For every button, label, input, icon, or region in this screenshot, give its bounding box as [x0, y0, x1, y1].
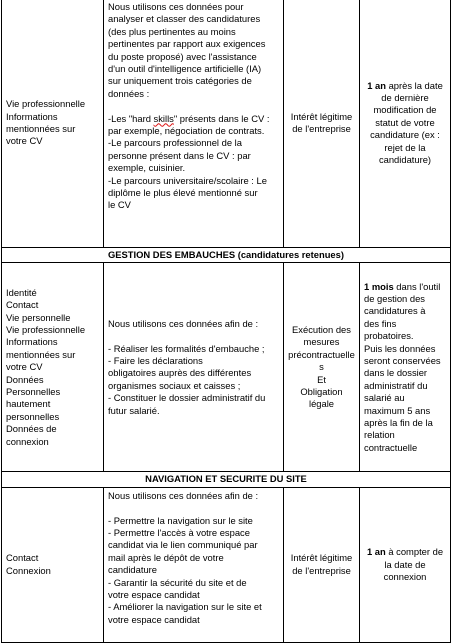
- purpose-text: par exemple, négociation de contrats.: [108, 125, 265, 137]
- table-row: [2, 263, 451, 472]
- table-row: [2, 487, 451, 642]
- retention-text: candidature (ex :: [370, 129, 440, 141]
- spellcheck-word: skills: [153, 112, 174, 124]
- section-row: [2, 248, 451, 263]
- retention-text: de dernière: [381, 91, 429, 103]
- category-text: mentionnées sur: [6, 123, 76, 134]
- table-row: [2, 0, 451, 248]
- retention-text: seront conservées: [364, 355, 441, 366]
- retention-text: probatoires.: [364, 330, 414, 342]
- retention-duration: 1 an: [366, 546, 386, 558]
- purpose-text: candidat via le lien communiqué par: [108, 539, 258, 551]
- retention-text: rejet de la: [384, 141, 426, 153]
- retention-text: modification de: [373, 104, 437, 116]
- purpose-text: - Permettre la navigation sur le site: [108, 514, 253, 526]
- purpose-text: [108, 502, 279, 514]
- category-text: hautement: [6, 398, 51, 410]
- retention-text: des fins: [364, 317, 397, 329]
- purpose-text: du poste proposé) avec l'assistance: [108, 50, 257, 62]
- purpose-list-item: [108, 150, 279, 162]
- purpose-list-item: [108, 162, 279, 174]
- purpose-text: -Les "hard: [108, 112, 154, 124]
- legal-basis-text: de l'entreprise: [292, 123, 351, 134]
- purpose-list-item: [108, 199, 279, 211]
- retention-text: après la fin de la: [364, 417, 433, 429]
- retention-text: salarié au: [364, 392, 405, 404]
- purpose-text: Nous utilisons ces données afin de :: [108, 317, 259, 329]
- category-text: votre CV: [6, 135, 43, 147]
- category-cell: [2, 0, 104, 248]
- purpose-text: d'un outil d'intelligence artificielle (IA): [108, 63, 262, 75]
- category-text: Vie personnelle: [6, 311, 71, 323]
- purpose-list-item: [108, 137, 279, 149]
- section-title-hiring: GESTION DES EMBAUCHES (candidatures retenues): [2, 248, 451, 263]
- legal-basis-cell: [284, 0, 360, 248]
- legal-basis-cell: [284, 487, 360, 642]
- retention-text: de gestion des: [364, 292, 425, 304]
- purpose-text: - Permettre l'accès à votre espace: [108, 527, 250, 539]
- retention-text: candidatures à: [364, 305, 426, 317]
- purpose-text: - Constituer le dossier administratif du: [108, 392, 266, 404]
- legal-basis-text: précontractuelles: [288, 348, 355, 373]
- purpose-text: " présents dans le CV :: [173, 112, 270, 124]
- purpose-text: (des plus pertinentes au moins: [108, 25, 236, 37]
- category-text: connexion: [6, 435, 49, 447]
- purpose-text: - Améliorer la navigation sur le site et: [108, 601, 262, 613]
- purpose-text: votre espace candidat: [108, 589, 200, 601]
- legal-basis-text: de l'entreprise: [292, 564, 351, 576]
- category-text: mentionnées sur: [6, 348, 76, 360]
- purpose-text: Nous utilisons ces données pour: [108, 1, 244, 12]
- legal-basis-text: Intérêt légitime: [290, 110, 353, 122]
- section-row: [2, 472, 451, 487]
- purpose-text: données :: [108, 87, 150, 99]
- retention-text: dans l'outil: [393, 280, 441, 292]
- retention-text: maximum 5 ans: [364, 404, 431, 416]
- purpose-text: analyser et classer des candidatures: [108, 13, 261, 25]
- section-title-navigation: NAVIGATION ET SECURITE DU SITE: [2, 472, 451, 487]
- retention-duration: 1 mois: [364, 280, 394, 292]
- retention-text: connexion: [383, 571, 427, 583]
- retention-text: la date de: [384, 558, 426, 570]
- legal-basis-text: Obligation légale: [300, 386, 343, 410]
- purpose-text: candidature: [108, 564, 157, 576]
- purpose-cell: [104, 0, 284, 248]
- purpose-text: obligatoires auprès des différentes: [108, 367, 252, 379]
- purpose-text: [108, 330, 279, 342]
- purpose-text: Nous utilisons ces données afin de :: [108, 489, 259, 501]
- data-processing-table: [1, 0, 451, 643]
- category-text: Contact: [6, 552, 39, 564]
- purpose-text: - Garantir la sécurité du site et de: [108, 576, 247, 588]
- purpose-text: - Réaliser les formalités d'embauche ;: [108, 342, 265, 354]
- category-text: Vie professionnelle: [6, 98, 86, 110]
- purpose-cell: [104, 263, 284, 472]
- legal-basis-text: Intérêt légitime: [290, 552, 353, 564]
- purpose-list-item: [108, 113, 279, 125]
- category-text: Informations: [6, 336, 58, 348]
- retention-text: Puis les données: [364, 342, 436, 354]
- category-text: votre CV: [6, 361, 43, 373]
- legal-basis-text: Et: [317, 373, 326, 385]
- retention-text: dans le dossier: [364, 367, 428, 379]
- category-text: personnelles: [6, 410, 60, 422]
- category-text: Personnelles: [6, 386, 61, 398]
- category-text: Connexion: [6, 564, 51, 576]
- purpose-text: organismes sociaux et caisses ;: [108, 379, 241, 391]
- purpose-text: votre espace candidat: [108, 613, 200, 625]
- retention-text: candidature): [378, 154, 432, 166]
- purpose-text: pertinentes par rapport aux exigences: [108, 38, 266, 50]
- category-cell: [2, 263, 104, 472]
- purpose-text: mail après le dépôt de votre: [108, 551, 224, 563]
- legal-basis-text: Exécution des: [292, 323, 351, 335]
- purpose-text: -Le parcours universitaire/scolaire : Le: [108, 174, 267, 186]
- retention-text: administratif du: [364, 379, 428, 391]
- purpose-text: le CV: [108, 199, 131, 211]
- category-text: Vie professionnelle: [6, 323, 86, 335]
- retention-text: contractuelle: [364, 441, 418, 453]
- retention-cell: [360, 263, 451, 472]
- purpose-text: - Faire les déclarations: [108, 354, 203, 366]
- legal-basis-cell: [284, 263, 360, 472]
- retention-cell: [360, 0, 451, 248]
- category-cell: [2, 487, 104, 642]
- retention-text: après la date: [385, 79, 443, 91]
- retention-duration: 1 an: [367, 79, 386, 91]
- purpose-list-item: [108, 125, 279, 137]
- category-text: Informations: [6, 110, 58, 122]
- retention-text: à compter de: [385, 546, 444, 558]
- category-text: Données de: [6, 423, 57, 435]
- legal-basis-text: mesures: [303, 336, 340, 348]
- purpose-text: diplôme le plus élevé mentionné sur: [108, 187, 258, 199]
- purpose-text: futur salarié.: [108, 404, 160, 416]
- purpose-list-item: [108, 175, 279, 187]
- purpose-text: exemple, cuisinier.: [108, 162, 186, 174]
- category-text: Contact: [6, 299, 39, 311]
- purpose-text: -Le parcours professionnel de la: [108, 137, 242, 149]
- retention-text: relation: [364, 429, 395, 441]
- retention-cell: [360, 487, 451, 642]
- retention-text: statut de votre: [375, 116, 435, 128]
- purpose-text: sur uniquement trois catégories de: [108, 75, 252, 87]
- purpose-text: personne présent dans le CV : par: [108, 149, 251, 161]
- category-text: Données: [6, 373, 44, 385]
- category-text: Identité: [6, 286, 37, 298]
- purpose-cell: [104, 487, 284, 642]
- purpose-list-item: [108, 187, 279, 199]
